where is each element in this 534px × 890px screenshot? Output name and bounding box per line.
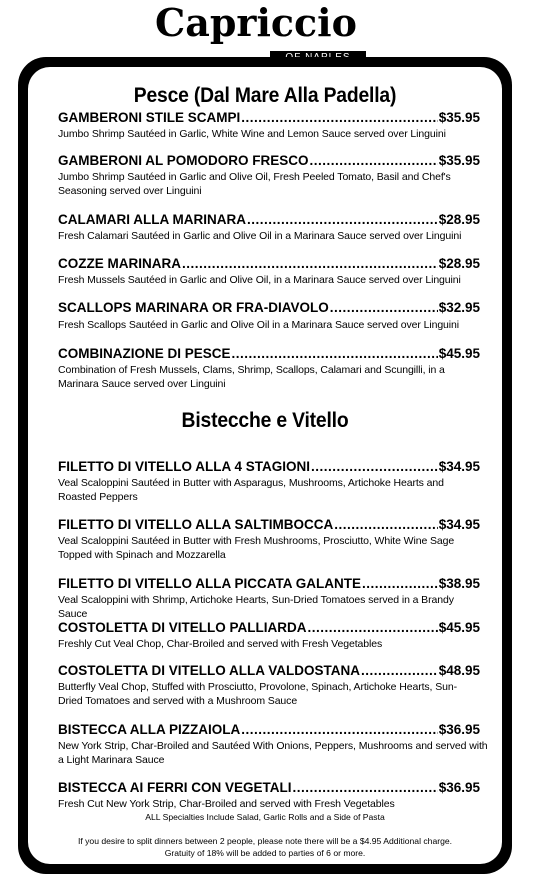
item-description: Combination of Fresh Mussels, Clams, Shrimp, Scallops, Calamari and Scungilli, in a Marinara Sauce served over Linguini	[58, 364, 445, 390]
item-name: BISTECCA AI FERRI CON VEGETALI	[58, 780, 292, 795]
section-title-pesce: Pesce (Dal Mare Alla Padella)	[133, 84, 397, 107]
item-price: $36.95	[438, 780, 480, 795]
item-description: Freshly Cut Veal Chop, Char-Broiled and served with Fresh Vegetables	[58, 638, 383, 650]
item-price: $38.95	[438, 576, 480, 591]
dot-leader	[361, 663, 438, 679]
menu-item	[58, 459, 480, 504]
dot-leader	[241, 110, 437, 126]
menu-item	[58, 780, 480, 811]
item-price: $45.95	[438, 346, 480, 361]
item-name: SCALLOPS MARINARA OR FRA-DIAVOLO	[58, 300, 329, 315]
item-description: Veal Scaloppini Sautéed in Butter with Asparagus, Mushrooms, Artichoke Hearts and Roasted Peppers	[58, 477, 444, 503]
item-description: Jumbo Shrimp Sautéed in Garlic and Olive Oil, Fresh Peeled Tomato, Basil and Chef's Seasoning served over Linguini	[58, 171, 451, 197]
menu-item	[58, 663, 480, 708]
section-title-bistecche: Bistecche e Vitello	[181, 409, 349, 432]
menu-item	[58, 722, 488, 767]
item-description: Veal Scaloppini with Shrimp, Artichoke Hearts, Sun-Dried Tomatoes served in a Brandy Sauce	[58, 594, 454, 620]
menu-item	[58, 517, 480, 562]
dot-leader	[310, 153, 438, 169]
item-description: Fresh Calamari Sautéed in Garlic and Olive Oil in a Marinara Sauce served over Linguini	[58, 230, 462, 242]
logo-name: Capriccio	[155, 0, 357, 45]
item-description: Jumbo Shrimp Sautéed in Garlic, White Wine and Lemon Sauce served over Linguini	[58, 128, 446, 140]
item-name: CALAMARI ALLA MARINARA	[58, 212, 246, 227]
split-charge-note: If you desire to split dinners between 2 people, please note there will be a $4.95 Additional charge.	[77, 836, 453, 846]
item-name: BISTECCA ALLA PIZZAIOLA	[58, 722, 241, 737]
item-name: GAMBERONI STILE SCAMPI	[58, 110, 241, 125]
item-description: Fresh Scallops Sautéed in Garlic and Olive Oil in a Marinara Sauce served over Linguini	[58, 319, 460, 331]
menu-item	[58, 256, 480, 287]
item-name: COSTOLETTA DI VITELLO ALLA VALDOSTANA	[58, 663, 360, 678]
menu-item	[58, 576, 480, 621]
item-price: $35.95	[438, 110, 480, 125]
menu-item	[58, 620, 480, 651]
item-description: Fresh Cut New York Strip, Char-Broiled and served with Fresh Vegetables	[58, 798, 395, 810]
item-price: $34.95	[438, 517, 480, 532]
item-price: $28.95	[438, 212, 480, 227]
menu-item	[58, 212, 480, 243]
item-name: COSTOLETTA DI VITELLO PALLIARDA	[58, 620, 307, 635]
item-price: $28.95	[438, 256, 480, 271]
item-price: $45.95	[438, 620, 480, 635]
dot-leader	[247, 212, 438, 228]
item-name: COMBINAZIONE DI PESCE	[58, 346, 231, 361]
dot-leader	[362, 576, 438, 592]
item-price: $48.95	[438, 663, 480, 678]
item-name: COZZE MARINARA	[58, 256, 181, 271]
item-name: FILETTO DI VITELLO ALLA 4 STAGIONI	[58, 459, 310, 474]
dot-leader	[182, 256, 438, 272]
item-price: $34.95	[438, 459, 480, 474]
dot-leader	[308, 620, 438, 636]
item-name: FILETTO DI VITELLO ALLA PICCATA GALANTE	[58, 576, 361, 591]
menu-item	[58, 346, 480, 391]
item-description: Butterfly Veal Chop, Stuffed with Prosciutto, Provolone, Spinach, Artichoke Hearts, Sun-Dried Tomatoes and served with a Mushroom Sauce	[58, 681, 457, 707]
menu-item	[58, 153, 480, 198]
item-description: Veal Scaloppini Sautéed in Butter with Fresh Mushrooms, Prosciutto, White Wine Sage Topped with Spinach and Mozzarella	[58, 535, 455, 561]
item-price: $35.95	[438, 153, 480, 168]
specialties-note: ALL Specialties Include Salad, Garlic Rolls and a Side of Pasta	[145, 812, 385, 822]
dot-leader	[232, 346, 438, 362]
dot-leader	[293, 780, 438, 796]
dot-leader	[241, 722, 437, 738]
item-price: $32.95	[438, 300, 480, 315]
dot-leader	[334, 517, 437, 533]
dot-leader	[311, 459, 438, 475]
menu-item	[58, 110, 480, 141]
menu-item	[58, 300, 480, 332]
item-name: GAMBERONI AL POMODORO FRESCO	[58, 153, 309, 168]
item-name: FILETTO DI VITELLO ALLA SALTIMBOCCA	[58, 517, 334, 532]
item-description: New York Strip, Char-Broiled and Sautéed With Onions, Peppers, Mushrooms and served with a Light Marinara Sauce	[58, 740, 488, 766]
item-price: $36.95	[438, 722, 480, 737]
gratuity-note: Gratuity of 18% will be added to parties of 6 or more.	[164, 848, 366, 858]
dot-leader	[330, 300, 438, 316]
item-description: Fresh Mussels Sautéed in Garlic and Olive Oil, in a Marinara Sauce served over Linguini	[58, 274, 461, 286]
